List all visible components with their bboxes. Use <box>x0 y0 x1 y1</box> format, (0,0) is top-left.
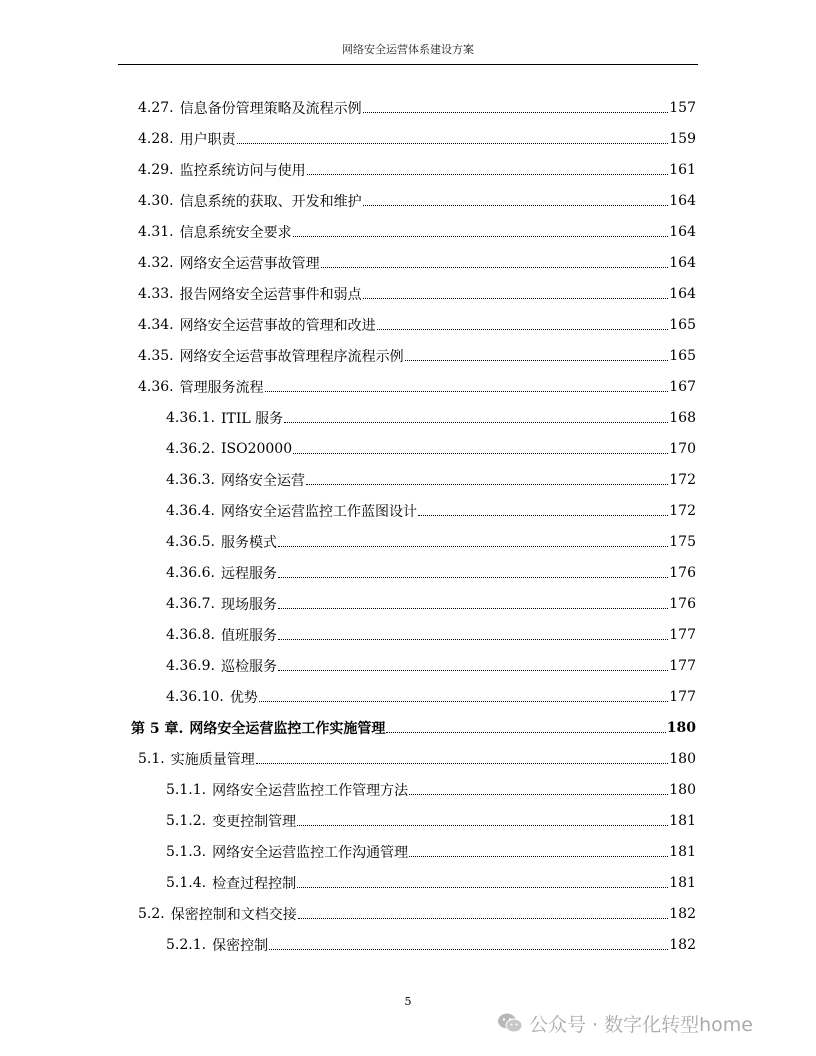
toc-number: 4.29. <box>138 161 174 178</box>
toc-page: 176 <box>669 564 696 581</box>
dot-leader <box>363 112 669 113</box>
toc-page: 180 <box>669 781 696 798</box>
toc-page: 161 <box>669 161 696 178</box>
running-header: 网络安全运营体系建设方案 <box>342 43 474 56</box>
toc-title: 网络安全运营监控工作管理方法 <box>212 782 409 799</box>
toc-title: 变更控制管理 <box>212 813 297 830</box>
toc-number: 5.1.3. <box>166 843 207 860</box>
dot-leader <box>405 360 669 361</box>
toc-number: 4.27. <box>138 99 174 116</box>
toc-page: 177 <box>669 688 696 705</box>
dot-leader <box>256 763 669 764</box>
dot-leader <box>386 732 665 733</box>
dot-leader <box>237 143 669 144</box>
toc-entry[interactable] <box>166 557 696 588</box>
toc-title: 网络安全运营监控工作实施管理 <box>189 720 386 737</box>
dot-leader <box>259 701 668 702</box>
dot-leader <box>284 422 668 423</box>
toc-number: 4.28. <box>138 130 174 147</box>
toc-entry[interactable] <box>138 92 696 123</box>
toc-title: 管理服务流程 <box>179 379 264 396</box>
toc-number: 5.1.4. <box>166 874 207 891</box>
toc-entry[interactable] <box>166 929 696 960</box>
toc-page: 175 <box>669 533 696 550</box>
toc-number: 4.34. <box>138 316 174 333</box>
dot-leader <box>298 918 669 919</box>
dot-leader <box>293 453 668 454</box>
dot-leader <box>321 267 669 268</box>
toc-entry[interactable] <box>138 371 696 402</box>
toc-page: 181 <box>669 812 696 829</box>
toc-title: 网络安全运营事故的管理和改进 <box>179 317 376 334</box>
header-divider <box>118 64 698 65</box>
toc-title: ITIL 服务 <box>220 410 284 427</box>
toc-page: 180 <box>669 750 696 767</box>
toc-page: 180 <box>666 719 696 736</box>
toc-title: 值班服务 <box>220 627 277 644</box>
toc-entry[interactable] <box>138 309 696 340</box>
toc-entry[interactable] <box>166 619 696 650</box>
toc-page: 157 <box>669 99 696 116</box>
toc-number: 5.1.1. <box>166 781 207 798</box>
toc-number: 5.2. <box>138 905 165 922</box>
dot-leader <box>306 484 668 485</box>
dot-leader <box>278 577 668 578</box>
toc-entry[interactable] <box>166 433 696 464</box>
toc-title: 实施质量管理 <box>170 751 255 768</box>
toc-entry[interactable] <box>166 588 696 619</box>
dot-leader <box>278 608 668 609</box>
toc-number: 5.2.1. <box>166 936 207 953</box>
toc-number: 4.36.5. <box>166 533 215 550</box>
toc-number: 4.36.6. <box>166 564 215 581</box>
toc-page: 164 <box>669 192 696 209</box>
toc-number: 4.36.1. <box>166 409 215 426</box>
toc-page: 165 <box>669 316 696 333</box>
toc-entry[interactable] <box>131 712 696 743</box>
toc-title: 网络安全运营监控工作沟通管理 <box>212 844 409 861</box>
toc-title: 网络安全运营事故管理程序流程示例 <box>179 348 404 365</box>
watermark-text: 公众号 · 数字化转型home <box>529 1013 753 1036</box>
dot-leader <box>297 887 668 888</box>
dot-leader <box>409 856 668 857</box>
toc-title: 网络安全运营事故管理 <box>179 255 320 272</box>
dot-leader <box>297 825 668 826</box>
toc-entry[interactable] <box>166 774 696 805</box>
toc-page: 170 <box>669 440 696 457</box>
toc-title: 信息系统的获取、开发和维护 <box>179 193 362 210</box>
toc-entry[interactable] <box>166 867 696 898</box>
toc-page: 172 <box>669 471 696 488</box>
dot-leader <box>418 515 668 516</box>
toc-number: 5.1.2. <box>166 812 207 829</box>
toc-entry[interactable] <box>138 154 696 185</box>
toc-entry[interactable] <box>138 340 696 371</box>
dot-leader <box>409 794 668 795</box>
toc-title: 用户职责 <box>179 131 236 148</box>
toc-title: 远程服务 <box>220 565 277 582</box>
toc-entry[interactable] <box>138 278 696 309</box>
toc-title: 保密控制和文档交接 <box>170 906 297 923</box>
watermark <box>497 1011 753 1035</box>
dot-leader <box>278 670 668 671</box>
dot-leader <box>278 639 668 640</box>
toc-page: 168 <box>669 409 696 426</box>
toc-page: 172 <box>669 502 696 519</box>
toc-number: 4.36.7. <box>166 595 215 612</box>
toc-number: 4.36.8. <box>166 626 215 643</box>
toc-number: 4.31. <box>138 223 174 240</box>
toc-number: 第 5 章. <box>131 720 184 737</box>
toc-page: 165 <box>669 347 696 364</box>
toc-title: 服务模式 <box>220 534 277 551</box>
toc-title: 信息备份管理策略及流程示例 <box>179 100 362 117</box>
toc-number: 5.1. <box>138 750 165 767</box>
toc-page: 182 <box>669 905 696 922</box>
dot-leader <box>307 174 669 175</box>
toc-page: 164 <box>669 254 696 271</box>
toc-number: 4.36.2. <box>166 440 215 457</box>
toc-number: 4.36. <box>138 378 174 395</box>
toc-entry[interactable] <box>138 247 696 278</box>
toc-entry[interactable] <box>138 123 696 154</box>
toc-title: 现场服务 <box>220 596 277 613</box>
toc-title: 保密控制 <box>212 937 269 954</box>
toc-number: 4.33. <box>138 285 174 302</box>
toc-entry[interactable] <box>166 526 696 557</box>
toc-entry[interactable] <box>166 464 696 495</box>
toc-number: 4.30. <box>138 192 174 209</box>
toc-entry[interactable] <box>166 402 696 433</box>
toc-entry[interactable] <box>166 495 696 526</box>
toc-entry[interactable] <box>138 216 696 247</box>
toc-page: 177 <box>669 626 696 643</box>
toc-title: 巡检服务 <box>220 658 277 675</box>
toc-number: 4.36.3. <box>166 471 215 488</box>
toc-title: ISO20000 <box>220 440 293 457</box>
dot-leader <box>363 298 669 299</box>
toc-number: 4.36.10. <box>166 688 224 705</box>
toc-title: 优势 <box>229 689 258 706</box>
toc-page: 164 <box>669 223 696 240</box>
wechat-icon <box>497 1012 523 1034</box>
dot-leader <box>265 391 669 392</box>
toc-page: 181 <box>669 874 696 891</box>
toc-number: 4.35. <box>138 347 174 364</box>
toc-entry[interactable] <box>166 805 696 836</box>
toc-page: 159 <box>669 130 696 147</box>
toc-page: 176 <box>669 595 696 612</box>
dot-leader <box>377 329 669 330</box>
toc-title: 报告网络安全运营事件和弱点 <box>179 286 362 303</box>
toc-number: 4.32. <box>138 254 174 271</box>
toc-title: 监控系统访问与使用 <box>179 162 306 179</box>
toc-title: 检查过程控制 <box>212 875 297 892</box>
toc-title: 网络安全运营监控工作蓝图设计 <box>220 503 417 520</box>
toc-entry[interactable] <box>166 836 696 867</box>
toc-page: 181 <box>669 843 696 860</box>
toc-title: 信息系统安全要求 <box>179 224 292 241</box>
toc-entry[interactable] <box>166 650 696 681</box>
toc-entry[interactable] <box>138 743 696 774</box>
toc-page: 177 <box>669 657 696 674</box>
dot-leader <box>363 205 669 206</box>
toc-number: 4.36.9. <box>166 657 215 674</box>
page-number: 5 <box>404 995 412 1008</box>
toc-page: 182 <box>669 936 696 953</box>
dot-leader <box>278 546 668 547</box>
toc-title: 网络安全运营 <box>220 472 305 489</box>
dot-leader <box>269 949 668 950</box>
toc-number: 4.36.4. <box>166 502 215 519</box>
toc-entry[interactable] <box>166 681 696 712</box>
toc-entry[interactable] <box>138 185 696 216</box>
toc-page: 167 <box>669 378 696 395</box>
toc-page: 164 <box>669 285 696 302</box>
toc-entry[interactable] <box>138 898 696 929</box>
dot-leader <box>293 236 669 237</box>
